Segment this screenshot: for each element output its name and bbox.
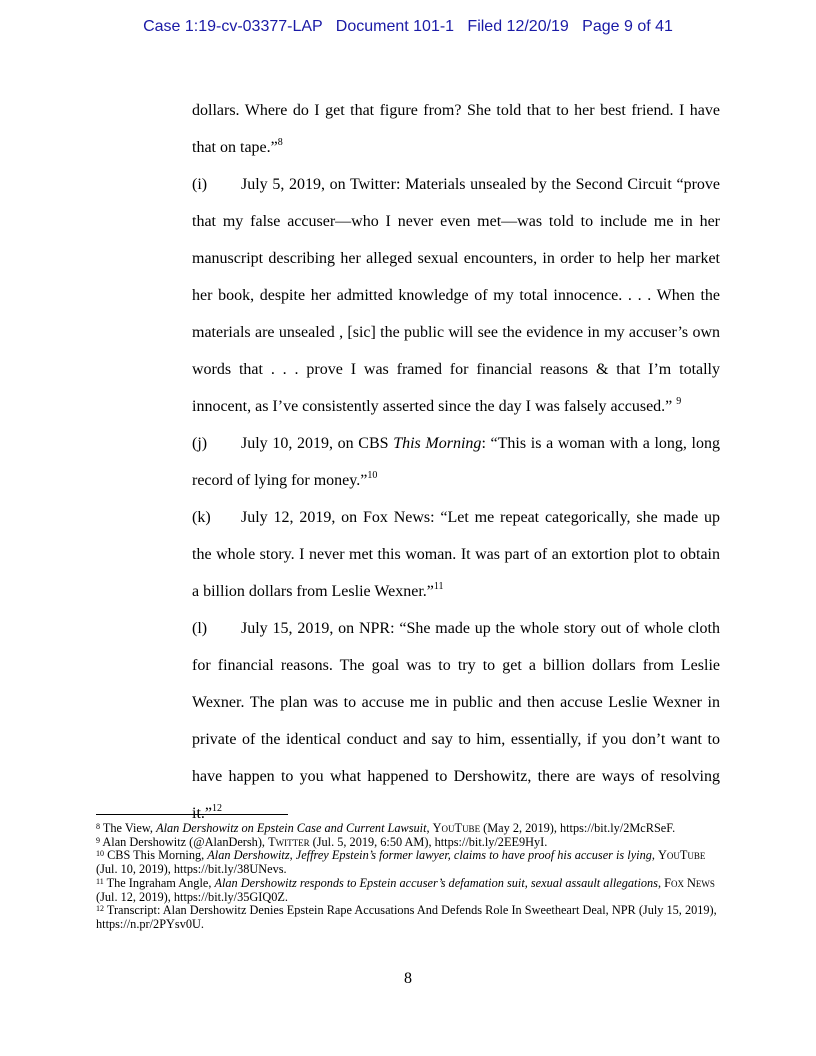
footnote-number: 10 xyxy=(96,849,104,859)
item-italic-text: This Morning xyxy=(393,435,482,452)
item-text: July 10, 2019, on CBS xyxy=(241,435,394,452)
footnote: $^9$ Alan Dershowitz (@AlanDersh), Twitter (Jul. 5, 2019, 6:50 AM), https://bit.ly/2EE9HyI. xyxy=(96,834,548,849)
footnote-divider xyxy=(96,814,288,815)
item-text: July 12, 2019, on Fox News: “Let me repeat categorically, she made up the whole story. I never met this woman. It was part of an extortion plot to obtain a billion dollars from Leslie Wexner.” xyxy=(192,509,720,600)
footnote-ref: 8 xyxy=(277,137,283,148)
list-item xyxy=(192,499,720,610)
body-text xyxy=(192,92,720,832)
footnote: $^8$ The View, Alan Dershowitz on Epstein Case and Current Lawsuit, YouTube (May 2, 2019), https://bit.ly/2McRSeF. xyxy=(96,821,676,835)
item-label: (i) xyxy=(192,176,208,193)
list-item xyxy=(192,425,720,499)
footnote-number: 11 xyxy=(96,876,104,886)
item-label: (k) xyxy=(192,509,211,526)
item-text: July 15, 2019, on NPR: “She made up the whole story out of whole cloth for financial reasons. The goal was to try to get a billion dollars from Leslie Wexner. The plan was to accuse me in public and then accuse Leslie Wexner in private of the identical conduct and say to him, essentially, if you don’t want to have happen to you what happened to Dershowitz, there are ways of resolving it.” xyxy=(192,620,720,822)
footnote: $^{10}$ CBS This Morning, Alan Dershowitz, Jeffrey Epstein’s former lawyer, claims to have proof his accuser is lying, YouTube (Jul. 10, 2019), https://bit.ly/38UNevs. xyxy=(96,848,706,877)
list-item xyxy=(192,166,720,425)
footnote-ref: 11 xyxy=(433,581,444,592)
filed-date: Filed 12/20/19 xyxy=(467,18,569,35)
footnote-number: 8 xyxy=(96,822,100,831)
footnote: $^{12}$ Transcript: Alan Dershowitz Denies Epstein Rape Accusations And Defends Role In Sweetheart Deal, NPR (July 15, 2019), https://n.pr/2PYsv0U. xyxy=(96,903,717,931)
footnote-number: 9 xyxy=(96,835,100,845)
item-text: July 5, 2019, on Twitter: Materials unsealed by the Second Circuit “prove that my false accuser—who I never even met—was told to include me in her manuscript describing her alleged sexual encounters, in order to help her market her book, despite her admitted knowledge of my total innocence. . . . When the materials are unsealed , [sic] the public will see the evidence in my accuser’s own words that . . . prove I was framed for financial reasons & that I’m totally innocent, as I’ve consistently asserted since the day I was falsely accused.” xyxy=(192,176,720,415)
footnote-ref: 9 xyxy=(676,396,682,407)
document-number: Document 101-1 xyxy=(335,18,455,35)
page-number: 8 xyxy=(404,970,412,987)
ecf-header-stamp xyxy=(0,18,816,36)
item-label: (l) xyxy=(192,620,208,637)
item-text: : “This is a woman with a long, long record of lying for money.” xyxy=(192,435,720,489)
item-label: (j) xyxy=(192,435,208,452)
footnote-number: 12 xyxy=(96,904,104,914)
footnote-ref: 12 xyxy=(212,803,222,814)
list-item xyxy=(192,610,720,832)
footnote: $^{11}$ The Ingraham Angle, Alan Dershowitz responds to Epstein accuser’s defamation suit, sexual assault allegations, Fox News (Jul. 12, 2019), https://bit.ly/35GIQ0Z. xyxy=(96,875,715,904)
footnotes xyxy=(96,822,720,932)
page-count: Page 9 of 41 xyxy=(582,18,673,35)
case-number: Case 1:19-cv-03377-LAP xyxy=(143,18,323,35)
footnote-ref: 10 xyxy=(367,470,378,481)
continuation-paragraph: dollars. Where do I get that figure from? She told that to her best friend. I have that on tape.”$^8$ xyxy=(192,102,720,156)
